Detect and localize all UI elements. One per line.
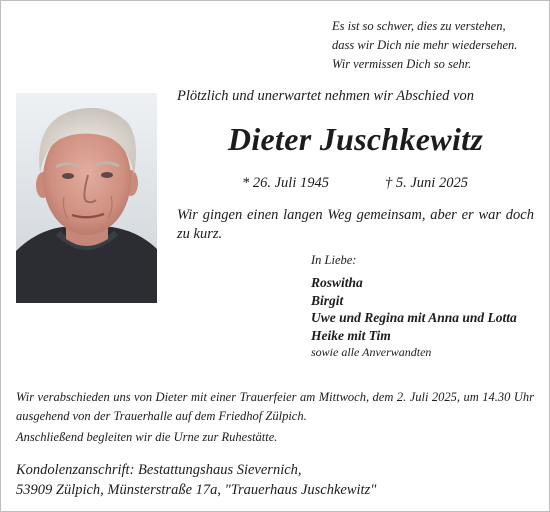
mourner-name: Uwe und Regina mit Anna und Lotta: [311, 310, 517, 325]
mourners-heading: In Liebe:: [311, 253, 357, 267]
mourner-name: Roswitha: [311, 275, 363, 290]
mourner-name: Heike mit Tim: [311, 327, 391, 343]
poem-line: Es ist so schwer, dies zu verstehen,: [332, 19, 506, 33]
birth-date: * 26. Juli 1945: [242, 175, 329, 191]
condolence-line: 53909 Zülpich, Münsterstraße 17a, "Trauerhaus Juschkewitz": [16, 482, 377, 498]
intro-text: Plötzlich und unerwartet nehmen wir Abschied von: [177, 88, 474, 104]
funeral-details: Wir verabschieden uns von Dieter mit einer Trauerfeier am Mittwoch, dem 2. Juli 2025, um 14.30 Uhr ausgehend von der Trauerhalle auf dem Friedhof Zülpich.: [16, 390, 534, 423]
mourner-name: Birgit: [311, 292, 344, 308]
relatives-note: sowie alle Anverwandten: [311, 345, 432, 359]
condolence-line: Kondolenzanschrift: Bestattungshaus Sievernich,: [16, 462, 302, 478]
urn-note: Anschließend begleiten wir die Urne zur Ruhestätte.: [16, 430, 278, 444]
poem-line: dass wir Dich nie mehr wiedersehen.: [332, 38, 518, 52]
memorial-poem: [332, 17, 517, 74]
condolence-address: [16, 460, 376, 500]
poem-line: Wir vermissen Dich so sehr.: [332, 57, 472, 71]
death-date: † 5. Juni 2025: [385, 175, 468, 191]
deceased-name: Dieter Juschkewitz: [227, 121, 484, 157]
mourners-list: [311, 274, 517, 344]
portrait-photo: [16, 93, 157, 303]
memorial-quote: Wir gingen einen langen Weg gemeinsam, aber er war doch zu kurz.: [177, 207, 534, 242]
